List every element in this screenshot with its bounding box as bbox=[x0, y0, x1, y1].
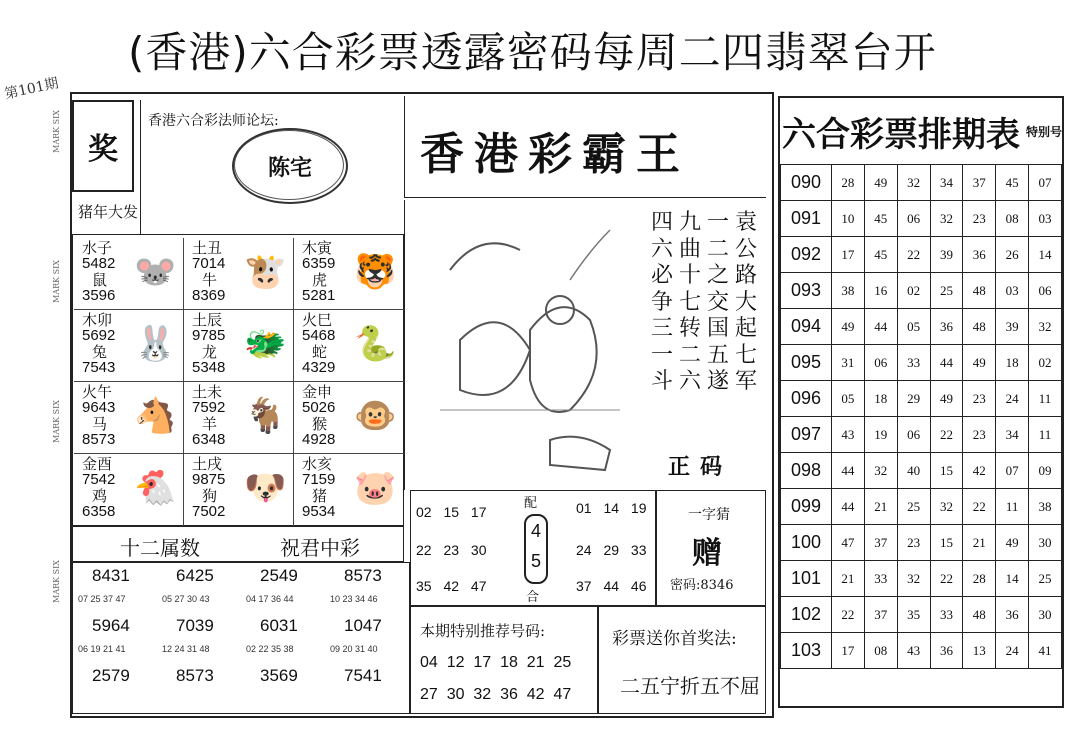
selection-detail: 12 24 31 48 bbox=[162, 644, 210, 654]
number-cell: 28 bbox=[963, 561, 996, 597]
prize-label: 奖 bbox=[72, 100, 134, 192]
pair-center-top: 4 bbox=[530, 521, 541, 541]
selection-detail: 09 20 31 40 bbox=[330, 644, 378, 654]
zodiac-element: 水子 bbox=[82, 239, 113, 257]
pair-left-row: 02 15 17 bbox=[416, 504, 487, 520]
pair-right-row: 37 44 46 bbox=[576, 578, 647, 594]
period-cell: 096 bbox=[781, 381, 832, 417]
brand-title: 香港彩霸王 bbox=[420, 129, 690, 180]
period-cell: 094 bbox=[781, 309, 832, 345]
number-cell: 19 bbox=[864, 417, 897, 453]
number-cell: 39 bbox=[930, 237, 963, 273]
zodiac-element: 土丑 bbox=[192, 239, 223, 257]
number-cell: 37 bbox=[864, 597, 897, 633]
number-cell: 17 bbox=[832, 633, 865, 669]
zodiac-element: 土戌 bbox=[192, 455, 223, 473]
zodiac-name: 虎 bbox=[312, 271, 328, 289]
number-cell: 44 bbox=[864, 309, 897, 345]
number-cell: 28 bbox=[832, 165, 865, 201]
number-cell: 03 bbox=[996, 273, 1029, 309]
number-cell: 37 bbox=[864, 525, 897, 561]
number-cell: 32 bbox=[897, 165, 930, 201]
number-cell: 06 bbox=[897, 201, 930, 237]
selection-number: 8573 bbox=[344, 566, 382, 585]
number-cell: 14 bbox=[996, 561, 1029, 597]
number-cell: 34 bbox=[930, 165, 963, 201]
number-cell: 08 bbox=[996, 201, 1029, 237]
dog-icon: 🐶 bbox=[244, 468, 287, 508]
period-cell: 098 bbox=[781, 453, 832, 489]
zodiac-number-2: 5348 bbox=[192, 359, 226, 376]
number-cell: 36 bbox=[996, 597, 1029, 633]
number-cell: 16 bbox=[864, 273, 897, 309]
number-cell: 47 bbox=[832, 525, 865, 561]
number-cell: 15 bbox=[930, 525, 963, 561]
pair-left-row: 22 23 30 bbox=[416, 542, 487, 558]
special-row-1: 04 12 17 18 21 25 bbox=[420, 654, 572, 671]
goat-icon: 🐐 bbox=[244, 396, 287, 436]
zodiac-cell bbox=[294, 382, 404, 454]
rooster-icon: 🐔 bbox=[134, 468, 177, 508]
number-cell: 05 bbox=[897, 309, 930, 345]
selection-number: 8431 bbox=[92, 566, 130, 585]
number-cell: 17 bbox=[832, 237, 865, 273]
zodiac-number-1: 7592 bbox=[192, 399, 226, 416]
selection-number: 8573 bbox=[176, 666, 214, 685]
number-cell: 06 bbox=[1029, 273, 1062, 309]
number-cell: 36 bbox=[930, 309, 963, 345]
number-cell: 38 bbox=[832, 273, 865, 309]
prize-sub: 猪年大发 bbox=[77, 202, 138, 221]
number-cell: 22 bbox=[832, 597, 865, 633]
schedule-row bbox=[781, 345, 1062, 381]
number-cell: 45 bbox=[996, 165, 1029, 201]
zodiac-text bbox=[192, 312, 225, 376]
number-cell: 45 bbox=[864, 201, 897, 237]
number-cell: 15 bbox=[930, 453, 963, 489]
selection-detail: 07 25 37 47 bbox=[78, 594, 126, 604]
zodiac-text bbox=[302, 456, 335, 520]
period-cell: 091 bbox=[781, 201, 832, 237]
period-cell: 103 bbox=[781, 633, 832, 669]
zodiac-number-1: 7159 bbox=[302, 471, 336, 488]
number-cell: 25 bbox=[897, 489, 930, 525]
guess-word: 赠 bbox=[692, 536, 722, 571]
guess-code: 密码:8346 bbox=[670, 578, 734, 593]
monkey-icon: 🐵 bbox=[354, 396, 397, 436]
selection-number: 6031 bbox=[260, 616, 298, 635]
zodiac-element: 土辰 bbox=[192, 311, 223, 329]
side-strip: MARK SIX bbox=[52, 110, 61, 153]
zodiac-element: 火巳 bbox=[302, 311, 333, 329]
period-cell: 093 bbox=[781, 273, 832, 309]
banner-right: 祝君中彩 bbox=[280, 536, 360, 560]
number-cell: 23 bbox=[963, 201, 996, 237]
zodiac-element: 水亥 bbox=[302, 455, 333, 473]
zodiac-text bbox=[82, 312, 115, 376]
schedule-row bbox=[781, 525, 1062, 561]
number-cell: 31 bbox=[832, 345, 865, 381]
zodiac-number-1: 5026 bbox=[302, 399, 336, 416]
number-cell: 22 bbox=[963, 489, 996, 525]
number-cell: 10 bbox=[832, 201, 865, 237]
zodiac-cell bbox=[74, 238, 184, 310]
zodiac-name: 羊 bbox=[202, 415, 218, 433]
number-cell: 43 bbox=[832, 417, 865, 453]
zodiac-number-2: 5281 bbox=[302, 287, 336, 304]
poem-col-4: 四六必争三一斗 bbox=[650, 210, 673, 394]
number-cell: 37 bbox=[963, 165, 996, 201]
number-cell: 49 bbox=[832, 309, 865, 345]
zodiac-number-1: 9785 bbox=[192, 327, 226, 344]
number-cell: 13 bbox=[963, 633, 996, 669]
page-title: (香港)六合彩票透露密码每周二四翡翠台开 bbox=[128, 28, 937, 77]
number-cell: 21 bbox=[963, 525, 996, 561]
selection-number: 7541 bbox=[344, 666, 382, 685]
zodiac-cell bbox=[74, 310, 184, 382]
selection-detail: 05 27 30 43 bbox=[162, 594, 210, 604]
pair-left-row: 35 42 47 bbox=[416, 578, 487, 594]
number-cell: 36 bbox=[930, 633, 963, 669]
tiger-icon: 🐯 bbox=[354, 252, 397, 292]
number-cell: 48 bbox=[963, 597, 996, 633]
pair-center-bottom: 5 bbox=[530, 551, 541, 571]
schedule-row bbox=[781, 309, 1062, 345]
zodiac-number-1: 7542 bbox=[82, 471, 116, 488]
number-cell: 49 bbox=[963, 345, 996, 381]
schedule-row bbox=[781, 597, 1062, 633]
zodiac-number-1: 5468 bbox=[302, 327, 336, 344]
number-cell: 07 bbox=[1029, 165, 1062, 201]
schedule-row bbox=[781, 561, 1062, 597]
seal-stamp: 陈宅 bbox=[232, 128, 348, 204]
number-cell: 49 bbox=[996, 525, 1029, 561]
reward-text: 二五宁折五不屈 bbox=[620, 674, 760, 698]
number-cell: 11 bbox=[1029, 417, 1062, 453]
zodiac-text bbox=[302, 384, 335, 448]
number-cell: 36 bbox=[963, 237, 996, 273]
number-cell: 43 bbox=[897, 633, 930, 669]
number-cell: 22 bbox=[930, 561, 963, 597]
zodiac-text bbox=[192, 456, 225, 520]
number-cell: 18 bbox=[864, 381, 897, 417]
number-cell: 44 bbox=[832, 489, 865, 525]
special-row-2: 27 30 32 36 42 47 bbox=[420, 686, 572, 703]
selection-number: 5964 bbox=[92, 616, 130, 635]
schedule-row bbox=[781, 381, 1062, 417]
schedule-row bbox=[781, 633, 1062, 669]
dragon-icon: 🐲 bbox=[244, 324, 287, 364]
number-cell: 32 bbox=[1029, 309, 1062, 345]
zodiac-name: 蛇 bbox=[312, 343, 328, 361]
zodiac-cell bbox=[74, 382, 184, 454]
rabbit-icon: 🐰 bbox=[134, 324, 177, 364]
number-cell: 32 bbox=[930, 489, 963, 525]
selection-number: 1047 bbox=[344, 616, 382, 635]
schedule-table bbox=[780, 164, 1062, 669]
selection-detail: 02 22 35 38 bbox=[246, 644, 294, 654]
zodiac-number-2: 8369 bbox=[192, 287, 226, 304]
issue-stamp: 第101期 bbox=[3, 75, 61, 103]
forum-title: 香港六合彩法师论坛: bbox=[148, 113, 279, 129]
zodiac-number-2: 3596 bbox=[82, 287, 116, 304]
zodiac-element: 火午 bbox=[82, 383, 113, 401]
fishing-illustration bbox=[420, 210, 630, 480]
schedule-row bbox=[781, 453, 1062, 489]
number-cell: 22 bbox=[930, 417, 963, 453]
zodiac-number-2: 7502 bbox=[192, 503, 226, 520]
poem bbox=[640, 210, 758, 450]
schedule-row bbox=[781, 165, 1062, 201]
zodiac-text bbox=[192, 384, 225, 448]
zodiac-element: 木寅 bbox=[302, 239, 333, 257]
zodiac-cell bbox=[74, 454, 184, 526]
number-cell: 29 bbox=[897, 381, 930, 417]
selection-detail: 04 17 36 44 bbox=[246, 594, 294, 604]
period-cell: 102 bbox=[781, 597, 832, 633]
number-cell: 24 bbox=[996, 381, 1029, 417]
number-cell: 08 bbox=[864, 633, 897, 669]
reward-title: 彩票送你首奖法: bbox=[612, 629, 737, 649]
schedule-row bbox=[781, 201, 1062, 237]
number-cell: 07 bbox=[996, 453, 1029, 489]
poem-col-3: 九曲十七转二六 bbox=[678, 210, 701, 394]
zodiac-name: 鸡 bbox=[92, 487, 108, 505]
period-cell: 099 bbox=[781, 489, 832, 525]
number-cell: 33 bbox=[897, 345, 930, 381]
number-cell: 05 bbox=[832, 381, 865, 417]
zodiac-number-2: 7543 bbox=[82, 359, 116, 376]
number-cell: 03 bbox=[1029, 201, 1062, 237]
number-cell: 21 bbox=[864, 489, 897, 525]
poem-footer: 正码 bbox=[668, 454, 733, 480]
number-cell: 23 bbox=[963, 381, 996, 417]
zodiac-name: 牛 bbox=[202, 271, 218, 289]
zodiac-number-2: 4928 bbox=[302, 431, 336, 448]
zodiac-number-1: 9643 bbox=[82, 399, 116, 416]
number-cell: 33 bbox=[864, 561, 897, 597]
schedule-row bbox=[781, 417, 1062, 453]
zodiac-number-1: 5482 bbox=[82, 255, 116, 272]
number-cell: 32 bbox=[897, 561, 930, 597]
number-cell: 11 bbox=[1029, 381, 1062, 417]
zodiac-number-1: 5692 bbox=[82, 327, 116, 344]
zodiac-name: 猪 bbox=[312, 487, 328, 505]
poem-col-2: 一二之交国五遂 bbox=[706, 210, 729, 394]
zodiac-cell bbox=[184, 454, 294, 526]
number-cell: 38 bbox=[1029, 489, 1062, 525]
number-cell: 22 bbox=[897, 237, 930, 273]
horse-icon: 🐴 bbox=[134, 396, 177, 436]
zodiac-element: 金酉 bbox=[82, 455, 113, 473]
zodiac-text bbox=[82, 240, 115, 304]
number-cell: 18 bbox=[996, 345, 1029, 381]
number-cell: 44 bbox=[832, 453, 865, 489]
zodiac-name: 马 bbox=[92, 415, 108, 433]
schedule-row bbox=[781, 237, 1062, 273]
number-cell: 34 bbox=[996, 417, 1029, 453]
number-cell: 02 bbox=[1029, 345, 1062, 381]
number-cell: 02 bbox=[897, 273, 930, 309]
period-cell: 090 bbox=[781, 165, 832, 201]
period-cell: 097 bbox=[781, 417, 832, 453]
period-cell: 101 bbox=[781, 561, 832, 597]
guess-label: 一字猜 bbox=[688, 507, 730, 523]
schedule-row bbox=[781, 489, 1062, 525]
zodiac-number-1: 9875 bbox=[192, 471, 226, 488]
pair-right-row: 24 29 33 bbox=[576, 542, 647, 558]
zodiac-name: 龙 bbox=[202, 343, 218, 361]
pair-top-label: 配 bbox=[524, 496, 538, 511]
zodiac-name: 兔 bbox=[92, 343, 108, 361]
zodiac-number-2: 9534 bbox=[302, 503, 336, 520]
banner-left: 十二属数 bbox=[120, 536, 200, 560]
selection-detail: 06 19 21 41 bbox=[78, 644, 126, 654]
zodiac-text bbox=[82, 456, 115, 520]
number-cell: 25 bbox=[1029, 561, 1062, 597]
number-cell: 44 bbox=[930, 345, 963, 381]
zodiac-text bbox=[192, 240, 225, 304]
number-cell: 42 bbox=[963, 453, 996, 489]
number-cell: 30 bbox=[1029, 525, 1062, 561]
zodiac-element: 木卯 bbox=[82, 311, 113, 329]
selection-number: 2579 bbox=[92, 666, 130, 685]
number-cell: 40 bbox=[897, 453, 930, 489]
number-cell: 11 bbox=[996, 489, 1029, 525]
schedule-title-text: 六合彩票排期表 bbox=[782, 114, 1020, 155]
zodiac-element: 金申 bbox=[302, 383, 333, 401]
selection-number: 2549 bbox=[260, 566, 298, 585]
zodiac-text bbox=[82, 384, 115, 448]
number-cell: 24 bbox=[996, 633, 1029, 669]
number-cell: 14 bbox=[1029, 237, 1062, 273]
number-cell: 25 bbox=[930, 273, 963, 309]
zodiac-cell bbox=[294, 238, 404, 310]
selection-number: 7039 bbox=[176, 616, 214, 635]
number-cell: 48 bbox=[963, 309, 996, 345]
ox-icon: 🐮 bbox=[244, 252, 287, 292]
selection-detail: 10 23 34 46 bbox=[330, 594, 378, 604]
number-cell: 26 bbox=[996, 237, 1029, 273]
number-cell: 32 bbox=[864, 453, 897, 489]
number-cell: 35 bbox=[897, 597, 930, 633]
number-cell: 23 bbox=[963, 417, 996, 453]
side-strip: MARK SIX bbox=[52, 560, 61, 603]
poem-col-1: 袁公路大起七军 bbox=[734, 210, 757, 394]
zodiac-name: 猴 bbox=[312, 415, 328, 433]
zodiac-text bbox=[302, 312, 335, 376]
zodiac-number-1: 6359 bbox=[302, 255, 336, 272]
schedule-title bbox=[782, 106, 1063, 156]
selection-number: 6425 bbox=[176, 566, 214, 585]
pair-bottom-label: 合 bbox=[526, 590, 540, 605]
number-cell: 49 bbox=[930, 381, 963, 417]
number-cell: 45 bbox=[864, 237, 897, 273]
number-cell: 49 bbox=[864, 165, 897, 201]
zodiac-element: 土未 bbox=[192, 383, 223, 401]
special-title: 本期特别推荐号码: bbox=[420, 622, 546, 640]
zodiac-number-2: 6348 bbox=[192, 431, 226, 448]
pair-right-row: 01 14 19 bbox=[576, 500, 647, 516]
number-cell: 06 bbox=[864, 345, 897, 381]
rat-icon: 🐭 bbox=[134, 252, 177, 292]
number-cell: 39 bbox=[996, 309, 1029, 345]
side-strip: MARK SIX bbox=[52, 260, 61, 303]
period-cell: 095 bbox=[781, 345, 832, 381]
zodiac-name: 狗 bbox=[202, 487, 218, 505]
zodiac-cell bbox=[184, 238, 294, 310]
number-cell: 09 bbox=[1029, 453, 1062, 489]
pig-icon: 🐷 bbox=[354, 468, 397, 508]
number-cell: 33 bbox=[930, 597, 963, 633]
period-cell: 100 bbox=[781, 525, 832, 561]
selection-number: 3569 bbox=[260, 666, 298, 685]
zodiac-text bbox=[302, 240, 335, 304]
number-cell: 21 bbox=[832, 561, 865, 597]
number-cell: 48 bbox=[963, 273, 996, 309]
side-strip: MARK SIX bbox=[52, 400, 61, 443]
zodiac-cell bbox=[294, 310, 404, 382]
number-cell: 23 bbox=[897, 525, 930, 561]
number-cell: 30 bbox=[1029, 597, 1062, 633]
zodiac-number-1: 7014 bbox=[192, 255, 226, 272]
period-cell: 092 bbox=[781, 237, 832, 273]
number-cell: 06 bbox=[897, 417, 930, 453]
snake-icon: 🐍 bbox=[354, 324, 397, 364]
zodiac-name: 鼠 bbox=[92, 271, 108, 289]
zodiac-number-2: 8573 bbox=[82, 431, 116, 448]
pair-center-oval bbox=[524, 514, 548, 584]
zodiac-cell bbox=[184, 382, 294, 454]
number-cell: 32 bbox=[930, 201, 963, 237]
zodiac-cell bbox=[184, 310, 294, 382]
number-cell: 41 bbox=[1029, 633, 1062, 669]
zodiac-number-2: 6358 bbox=[82, 503, 116, 520]
schedule-row bbox=[781, 273, 1062, 309]
zodiac-number-2: 4329 bbox=[302, 359, 336, 376]
zodiac-cell bbox=[294, 454, 404, 526]
schedule-subtitle: 特别号 bbox=[1026, 124, 1063, 139]
